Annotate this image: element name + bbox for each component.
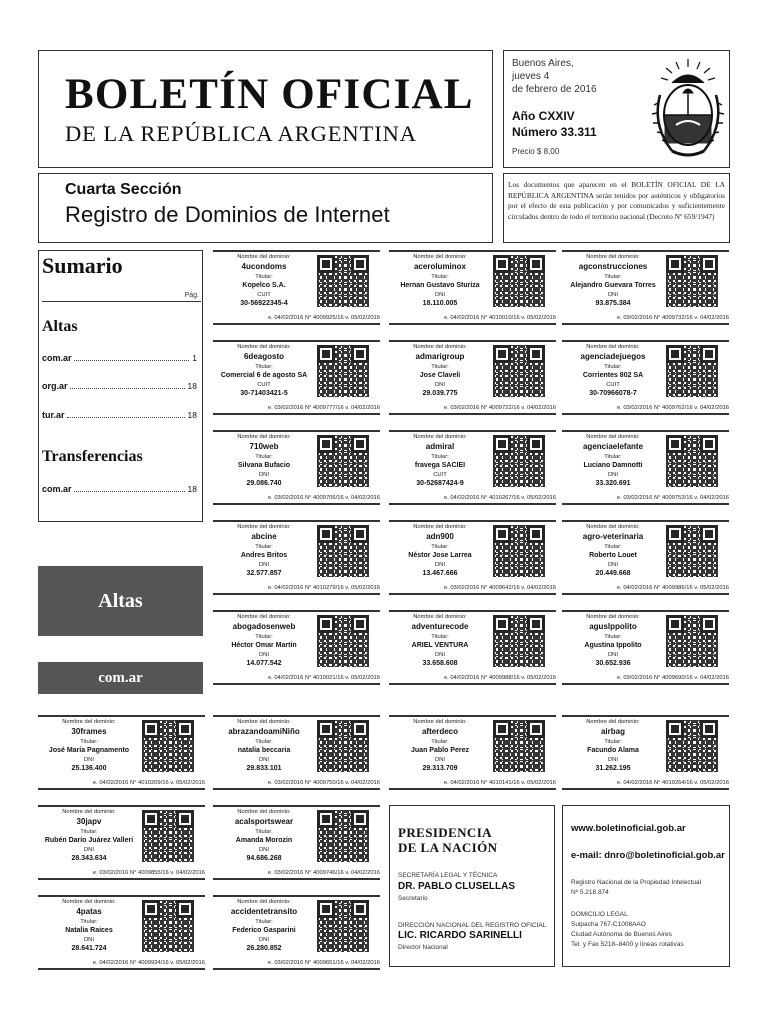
summary-entry-label: tur.ar [42, 410, 65, 420]
id-type: DNI [435, 652, 445, 658]
issue-number: Número 33.311 [512, 125, 597, 139]
id-type: DNI [435, 757, 445, 763]
publication-note: e. 03/02/2016 N° 4009722/16 v. 04/02/2016 [443, 405, 556, 411]
holder-name: Hernan Gustavo Sturiza [400, 282, 480, 289]
publication-note: e. 03/02/2016 N° 4009750/16 v. 04/02/2016 [267, 780, 380, 786]
holder-label: Titular: [604, 274, 622, 280]
domain-label: Nombre del dominio: [413, 344, 467, 350]
domain-name: 30frames [71, 727, 107, 736]
domain-card [562, 610, 729, 685]
holder-name: Héctor Omar Martín [231, 642, 297, 649]
id-type: DNI [608, 757, 618, 763]
domain-name: agenciaelefante [582, 442, 644, 451]
domain-name: acalsportswear [234, 817, 294, 826]
domain-label: Nombre del dominio: [62, 899, 116, 905]
address-label: DOMICILIO LEGAL [571, 911, 628, 918]
summary-entry-tur-ar[interactable] [42, 408, 197, 420]
id-number: 30-52687424-9 [416, 480, 464, 487]
id-number: 93.875.384 [595, 300, 631, 307]
holder-label: Titular: [80, 829, 98, 835]
id-number: 33.658.608 [422, 660, 458, 667]
holder-name: ARIEL VENTURA [411, 642, 469, 649]
domain-label: Nombre del dominio: [413, 524, 467, 530]
qr-code-icon[interactable] [493, 345, 545, 397]
holder-name: Juan Pablo Perez [411, 747, 469, 754]
summary-entry-com-ar[interactable] [42, 351, 197, 363]
domain-card [389, 610, 556, 685]
domain-name: abogadosenweb [232, 622, 296, 631]
com-ar-band: com.ar [38, 662, 203, 694]
summary-entry-label: com.ar [42, 484, 72, 494]
qr-code-icon[interactable] [317, 255, 369, 307]
holder-label: Titular: [604, 364, 622, 370]
publication-note: e. 03/02/2016 N° 4009746/16 v. 04/02/2016 [267, 870, 380, 876]
domain-label: Nombre del dominio: [586, 344, 640, 350]
section-subtitle: Registro de Dominios de Internet [65, 202, 390, 227]
domain-label: Nombre del dominio: [413, 434, 467, 440]
holder-name: Jose Claveli [419, 372, 461, 379]
ip-registry-label: Registro Nacional de la Propiedad Intelectual [571, 879, 702, 886]
domain-card [38, 715, 205, 790]
publication-note: e. 04/02/2016 N° 4010141/16 v. 05/02/2016 [443, 780, 556, 786]
qr-code-icon[interactable] [666, 255, 718, 307]
domain-card [38, 895, 205, 970]
id-type: DNI [259, 472, 269, 478]
id-number: 14.077.542 [246, 660, 282, 667]
summary-altas-heading: Altas [42, 318, 78, 335]
email-link[interactable]: e-mail: dnro@boletinoficial.gob.ar [571, 850, 725, 861]
summary-transfer-heading: Transferencias [42, 448, 143, 465]
id-number: 30-56922345-4 [240, 300, 288, 307]
id-type: DNI [84, 847, 94, 853]
holder-name: Natalia Raices [65, 927, 113, 934]
id-type: DNI [608, 472, 618, 478]
national-coat-of-arms-icon [648, 55, 728, 165]
domain-label: Nombre del dominio: [237, 344, 291, 350]
publication-note: e. 03/02/2016 N° 4009690/16 v. 04/02/2016 [616, 675, 729, 681]
address-line-1: Suipacha 767-C1008AAO [571, 921, 646, 928]
director-name: LIC. RICARDO SARINELLI [398, 930, 522, 941]
id-number: 25.136.400 [71, 765, 107, 772]
domain-label: Nombre del dominio: [237, 899, 291, 905]
holder-label: Titular: [604, 454, 622, 460]
publication-title: BOLETÍN OFICIAL [65, 71, 474, 118]
id-type: DNI [84, 757, 94, 763]
holder-label: Titular: [604, 739, 622, 745]
website-link[interactable]: www.boletinoficial.gob.ar [571, 823, 686, 834]
summary-entry-page: 18 [187, 381, 197, 391]
publication-note: e. 03/02/2016 N° 4009732/16 v. 04/02/2016 [616, 315, 729, 321]
summary-entry-transfer-com-ar[interactable] [42, 482, 197, 494]
holder-label: Titular: [255, 274, 273, 280]
holder-label: Titular: [255, 634, 273, 640]
id-number: 33.320.691 [595, 480, 631, 487]
directorate-label: DIRECCIÓN NACIONAL DEL REGISTRO OFICIAL [398, 922, 547, 929]
domain-name: agconstrucciones [578, 262, 648, 271]
address-line-3: Tel. y Fax 5218–8400 y líneas rotativas [571, 941, 684, 948]
id-type: DNI [608, 652, 618, 658]
contact-box [562, 805, 730, 967]
domain-name: abcine [251, 532, 277, 541]
qr-code-icon[interactable] [317, 345, 369, 397]
qr-code-icon[interactable] [317, 720, 369, 772]
altas-band: Altas [38, 566, 203, 636]
qr-code-icon[interactable] [666, 720, 718, 772]
holder-name: natalia beccaria [237, 747, 291, 754]
qr-code-icon[interactable] [142, 720, 194, 772]
holder-name: fravega SACIEI [414, 462, 466, 469]
domain-name: accidentetransito [230, 907, 298, 916]
id-number: 29.313.709 [422, 765, 458, 772]
holder-label: Titular: [431, 274, 449, 280]
domain-name: adn900 [426, 532, 454, 541]
domain-label: Nombre del dominio: [62, 719, 116, 725]
issue-date: de febrero de 2016 [512, 84, 597, 95]
domain-name: 30japv [76, 817, 102, 826]
dot-leader [74, 491, 185, 492]
dot-leader [67, 417, 185, 418]
holder-name: Luciano Damnotti [583, 462, 643, 469]
presidency-box [389, 805, 555, 967]
holder-name: Andres Britos [240, 552, 288, 559]
domain-card [389, 430, 556, 505]
id-type: DNI [435, 562, 445, 568]
id-number: 13.467.666 [422, 570, 458, 577]
holder-label: Titular: [255, 739, 273, 745]
publication-note: e. 03/02/2016 N° 4009777/16 v. 04/02/2016 [267, 405, 380, 411]
id-number: 30-70966078-7 [589, 390, 637, 397]
holder-label: Titular: [255, 454, 273, 460]
publication-note: e. 04/02/2016 N° 4009988/16 v. 05/02/2016 [443, 675, 556, 681]
domain-card [389, 715, 556, 790]
issue-city: Buenos Aires, [512, 58, 574, 69]
holder-name: Roberto Louet [589, 552, 637, 559]
qr-code-icon[interactable] [142, 810, 194, 862]
id-type: CUIT [257, 292, 271, 298]
qr-code-icon[interactable] [493, 615, 545, 667]
qr-code-icon[interactable] [317, 435, 369, 487]
summary-entry-label: com.ar [42, 353, 72, 363]
holder-label: Titular: [80, 919, 98, 925]
domain-card [213, 805, 380, 880]
ip-registry-number: Nº 5.218.874 [571, 889, 609, 896]
domain-label: Nombre del dominio: [237, 719, 291, 725]
id-type: DNI [259, 757, 269, 763]
issue-weekday: jueves 4 [512, 71, 550, 82]
id-number: 30-71403421-5 [240, 390, 288, 397]
holder-label: Titular: [255, 919, 273, 925]
domain-card [213, 340, 380, 415]
page-column-label: Pág. [184, 292, 199, 299]
issue-info [503, 50, 730, 168]
domain-name: afterdeco [421, 727, 458, 736]
holder-label: Titular: [431, 544, 449, 550]
qr-code-icon[interactable] [317, 615, 369, 667]
publication-note: e. 04/02/2016 N° 4010279/16 v. 05/02/2016 [267, 585, 380, 591]
domain-card [213, 520, 380, 595]
domain-label: Nombre del dominio: [586, 434, 640, 440]
domain-card [213, 895, 380, 970]
domain-card [389, 340, 556, 415]
qr-code-icon[interactable] [142, 900, 194, 952]
id-type: DNI [259, 847, 269, 853]
holder-name: Kopelco S.A. [242, 282, 286, 289]
domain-card [213, 250, 380, 325]
id-type: DNI [435, 292, 445, 298]
holder-name: Facundo Alama [587, 747, 639, 754]
domain-card [562, 520, 729, 595]
id-type: DNI [259, 652, 269, 658]
domain-label: Nombre del dominio: [237, 434, 291, 440]
qr-code-icon[interactable] [666, 525, 718, 577]
secretariat-label: SECRETARÍA LEGAL Y TÉCNICA [398, 872, 498, 879]
summary-box [38, 250, 203, 522]
id-type: DNI [259, 937, 269, 943]
id-number: 94.686.268 [246, 855, 282, 862]
domain-name: admarigroup [415, 352, 465, 361]
summary-entry-page: 18 [187, 484, 197, 494]
holder-name: Rubén Darío Juárez Valleri [44, 837, 134, 844]
director-role: Director Nacional [398, 944, 448, 951]
issue-year: Año CXXIV [512, 109, 575, 123]
domain-name: admiral [425, 442, 455, 451]
qr-code-icon[interactable] [317, 525, 369, 577]
id-number: 20.449.668 [595, 570, 631, 577]
masthead [38, 50, 493, 168]
publication-note: e. 03/02/2016 N° 4009651/16 v. 04/02/2016 [267, 960, 380, 966]
domain-label: Nombre del dominio: [586, 254, 640, 260]
summary-entry-page: 1 [192, 353, 197, 363]
holder-name: Agustina Ippolito [584, 642, 642, 649]
domain-label: Nombre del dominio: [586, 719, 640, 725]
qr-code-icon[interactable] [493, 255, 545, 307]
summary-entry-page: 18 [187, 410, 197, 420]
domain-name: airbag [600, 727, 625, 736]
holder-label: Titular: [431, 634, 449, 640]
qr-code-icon[interactable] [666, 615, 718, 667]
id-number: 29.039.775 [422, 390, 458, 397]
domain-card [213, 610, 380, 685]
summary-entry-org-ar[interactable] [42, 379, 197, 391]
id-type: DNI [608, 562, 618, 568]
dot-leader [74, 360, 190, 361]
domain-name: 4patas [76, 907, 102, 916]
domain-label: Nombre del dominio: [413, 719, 467, 725]
publication-note: e. 04/02/2016 N° 4010021/16 v. 05/02/2016 [267, 675, 380, 681]
id-number: 29.086.740 [246, 480, 282, 487]
section-header [38, 173, 493, 243]
domain-card [389, 250, 556, 325]
summary-title: Sumario [42, 253, 123, 278]
holder-label: Titular: [80, 739, 98, 745]
qr-code-icon[interactable] [317, 900, 369, 952]
holder-label: Titular: [255, 364, 273, 370]
domain-label: Nombre del dominio: [413, 254, 467, 260]
id-number: 28.641.724 [71, 945, 107, 952]
publication-note: e. 04/02/2016 N° 4009934/16 v. 05/02/2016 [92, 960, 205, 966]
holder-name: Federico Gasparini [232, 927, 296, 934]
holder-name: Silvana Bufacio [237, 462, 291, 469]
qr-code-icon[interactable] [666, 435, 718, 487]
summary-divider [42, 301, 201, 302]
domain-card [389, 520, 556, 595]
domain-name: agenciadejuegos [580, 352, 646, 361]
holder-name: José María Pagnamento [48, 747, 130, 754]
domain-name: 6deagosto [243, 352, 284, 361]
qr-code-icon[interactable] [317, 810, 369, 862]
summary-entry-label: org.ar [42, 381, 68, 391]
id-number: 31.262.195 [595, 765, 631, 772]
domain-label: Nombre del dominio: [586, 524, 640, 530]
publication-note: e. 03/02/2016 N° 4009753/16 v. 04/02/2016 [616, 495, 729, 501]
holder-name: Alejandro Guevara Torres [570, 282, 656, 289]
holder-label: Titular: [255, 544, 273, 550]
domain-label: Nombre del dominio: [413, 614, 467, 620]
id-number: 30.652.936 [595, 660, 631, 667]
holder-name: Amanda Morozin [235, 837, 293, 844]
domain-label: Nombre del dominio: [237, 809, 291, 815]
publication-note: e. 04/02/2016 N° 4009925/16 v. 05/02/2016 [267, 315, 380, 321]
publication-note: e. 04/02/2016 N° 4009986/16 v. 05/02/2016 [616, 585, 729, 591]
holder-label: Titular: [255, 829, 273, 835]
publication-note: e. 04/02/2016 N° 4010267/16 v. 05/02/2016 [443, 495, 556, 501]
domain-card [562, 715, 729, 790]
domain-label: Nombre del dominio: [586, 614, 640, 620]
domain-name: aguslppolito [589, 622, 637, 631]
id-type: CUIT [606, 382, 620, 388]
domain-label: Nombre del dominio: [237, 524, 291, 530]
holder-label: Titular: [604, 634, 622, 640]
qr-code-icon[interactable] [493, 525, 545, 577]
publication-note: e. 03/02/2016 N° 4009642/16 v. 04/02/2016 [443, 585, 556, 591]
secretary-role: Secretario [398, 895, 428, 902]
publication-note: e. 03/02/2016 N° 4009855/16 v. 04/02/2016 [92, 870, 205, 876]
id-number: 18.110.005 [422, 300, 458, 307]
publication-note: e. 03/02/2016 N° 4009762/16 v. 04/02/2016 [616, 405, 729, 411]
id-type: DNI [608, 292, 618, 298]
domain-name: abrazandoamiNiño [228, 727, 300, 736]
id-type: CUIT [433, 472, 447, 478]
domain-name: adventurecode [411, 622, 469, 631]
qr-code-icon[interactable] [493, 435, 545, 487]
domain-name: 4ucondoms [241, 262, 287, 271]
holder-label: Titular: [604, 544, 622, 550]
domain-label: Nombre del dominio: [237, 254, 291, 260]
dot-leader [70, 388, 185, 389]
secretary-name: DR. PABLO CLUSELLAS [398, 881, 516, 892]
id-type: DNI [84, 937, 94, 943]
holder-name: Néstor Jose Larrea [408, 552, 472, 559]
holder-name: Corrientes 802 SA [582, 372, 644, 379]
domain-name: aceroluminox [413, 262, 466, 271]
publication-note: e. 03/02/2016 N° 4009706/16 v. 04/02/2016 [267, 495, 380, 501]
domain-name: agro-veterinaria [582, 532, 644, 541]
id-number: 26.280.852 [246, 945, 282, 952]
holder-label: Titular: [431, 454, 449, 460]
issue-price: Precio $ 8,00 [512, 147, 560, 156]
publication-subtitle: DE LA REPÚBLICA ARGENTINA [65, 121, 417, 146]
domain-card [562, 250, 729, 325]
publication-note: e. 04/02/2016 N° 4010209/16 v. 05/02/2016 [92, 780, 205, 786]
presidency-heading-2: DE LA NACIÓN [398, 840, 498, 855]
domain-card [562, 340, 729, 415]
domain-label: Nombre del dominio: [62, 809, 116, 815]
domain-card [38, 805, 205, 880]
id-number: 28.343.634 [71, 855, 107, 862]
qr-code-icon[interactable] [493, 720, 545, 772]
legal-notice: Los documentos que aparecen en el BOLETÍN OFICIAL DE LA REPÚBLICA ARGENTINA serán tenidos por auténticos y obligatorios por el efecto de esta publicación y por comunicados y suficientemente circulados dentro de todo el territorio nacional (Decreto Nº 659/1947) [503, 173, 730, 243]
address-line-2: Ciudad Autónoma de Buenos Aires [571, 931, 672, 938]
holder-label: Titular: [431, 739, 449, 745]
presidency-heading: PRESIDENCIA [398, 825, 492, 840]
id-number: 32.577.857 [246, 570, 282, 577]
holder-label: Titular: [431, 364, 449, 370]
domain-name: 710web [249, 442, 279, 451]
id-number: 29.833.101 [246, 765, 282, 772]
qr-code-icon[interactable] [666, 345, 718, 397]
domain-card [562, 430, 729, 505]
domain-card [213, 430, 380, 505]
domain-card [213, 715, 380, 790]
holder-name: Comercial 6 de agosto SA [220, 372, 308, 379]
publication-note: e. 04/02/2016 N° 4010010/16 v. 05/02/2016 [443, 315, 556, 321]
id-type: CUIT [257, 382, 271, 388]
id-type: DNI [435, 382, 445, 388]
section-title: Cuarta Sección [65, 181, 182, 198]
domain-label: Nombre del dominio: [237, 614, 291, 620]
publication-note: e. 04/02/2016 N° 4010264/16 v. 05/02/2016 [616, 780, 729, 786]
id-type: DNI [259, 562, 269, 568]
